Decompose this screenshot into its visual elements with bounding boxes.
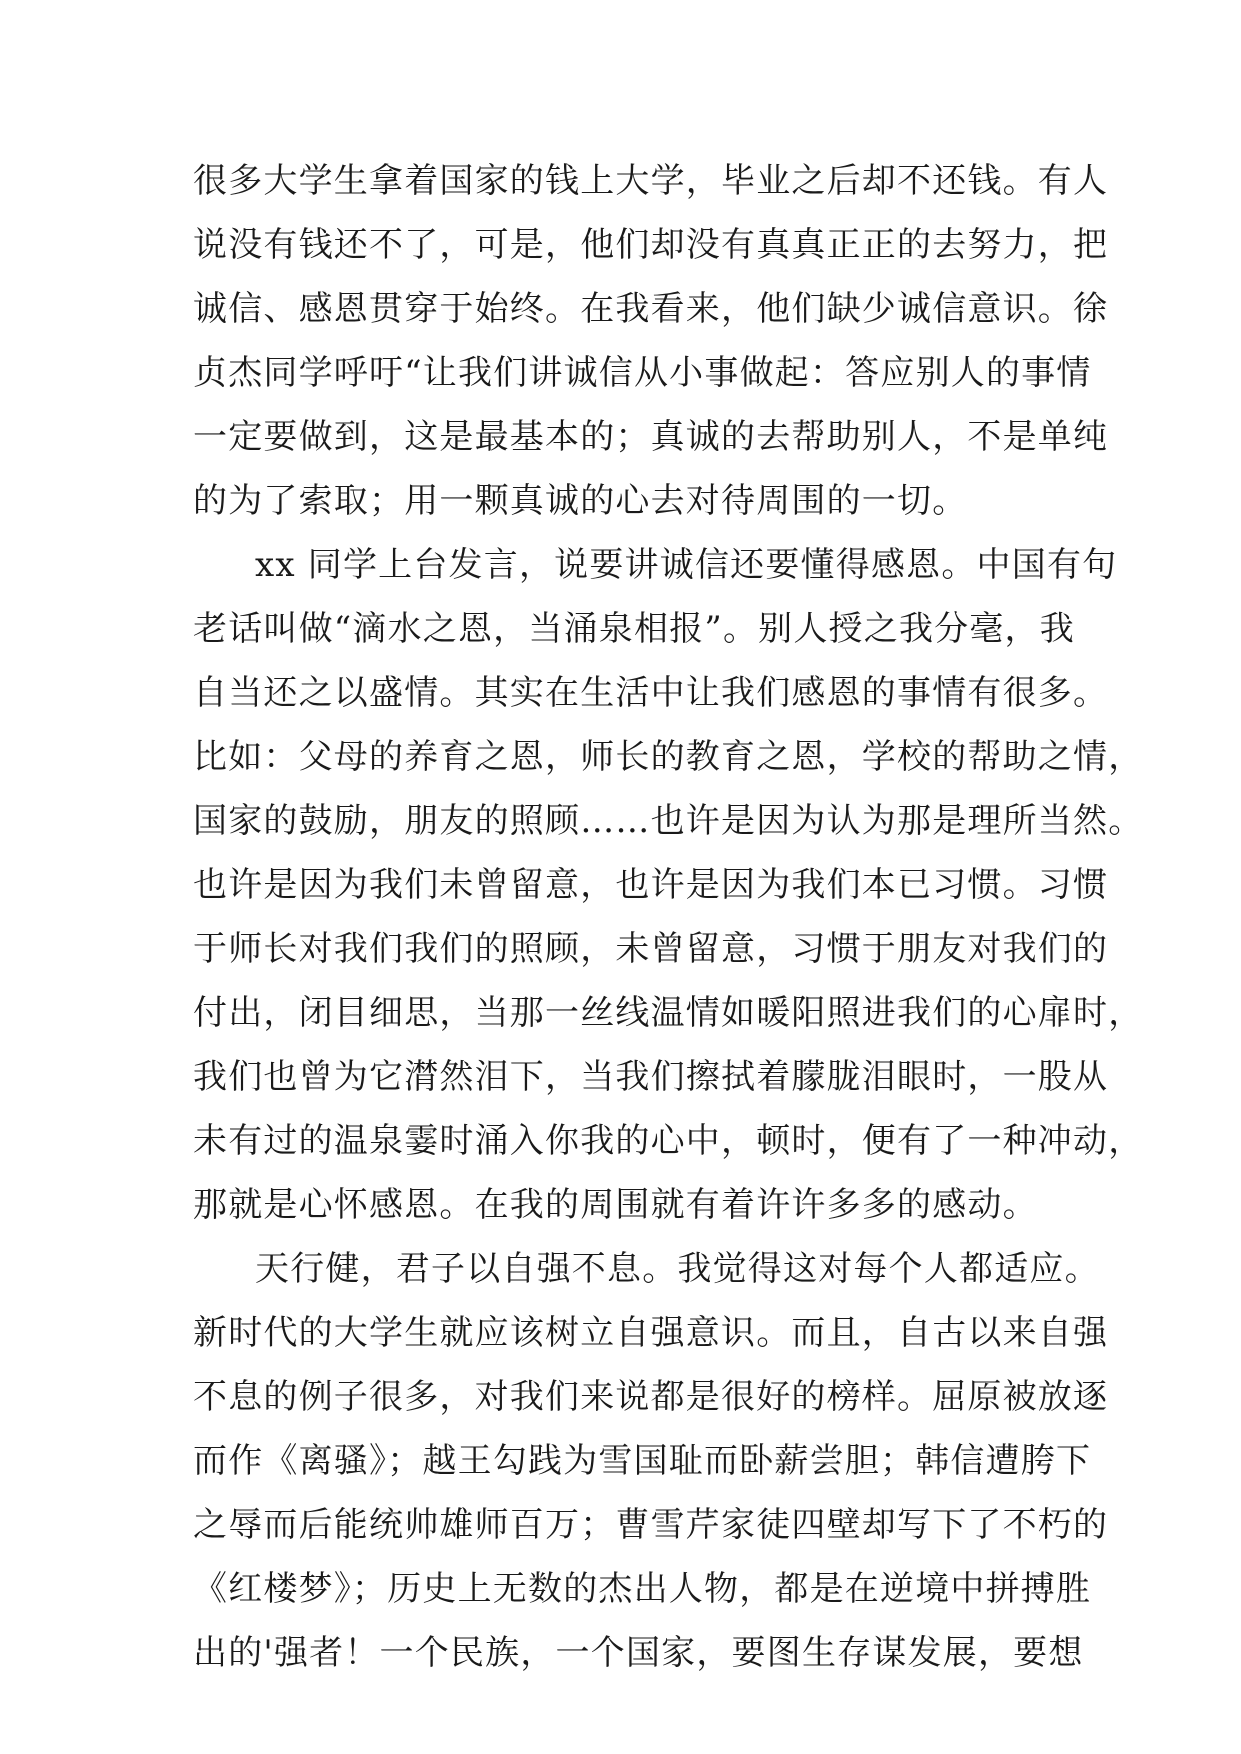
text-line: 说没有钱还不了，可是，他们却没有真真正正的去努力，把 bbox=[193, 225, 1109, 265]
body-text bbox=[193, 149, 1144, 1685]
text-line: 自当还之以盛情。其实在生活中让我们感恩的事情有很多。 bbox=[193, 673, 1109, 713]
text-line: 新时代的大学生就应该树立自强意识。而且，自古以来自强 bbox=[193, 1313, 1109, 1353]
text-line: 之辱而后能统帅雄师百万；曹雪芹家徒四壁却写下了不朽的 bbox=[193, 1505, 1109, 1545]
text-line: 一定要做到，这是最基本的；真诚的去帮助别人，不是单纯 bbox=[193, 417, 1109, 457]
text-line: 比如：父母的养育之恩，师长的教育之恩，学校的帮助之情， bbox=[193, 737, 1144, 777]
paragraph-first-line: xx 同学上台发言，说要讲诚信还要懂得感恩。中国有句 bbox=[255, 545, 1118, 585]
paragraph-first-line: 天行健，君子以自强不息。我觉得这对每个人都适应。 bbox=[255, 1249, 1100, 1289]
text-line: 很多大学生拿着国家的钱上大学，毕业之后却不还钱。有人 bbox=[193, 161, 1109, 201]
text-line: 而作《离骚》；越王勾践为雪国耻而卧薪尝胆；韩信遭胯下 bbox=[193, 1441, 1092, 1481]
text-line: 老话叫做“滴水之恩，当涌泉相报”。别人授之我分毫，我 bbox=[193, 609, 1075, 649]
text-line: 那就是心怀感恩。在我的周围就有着许许多多的感动。 bbox=[193, 1185, 1038, 1225]
text-line: 付出，闭目细思，当那一丝线温情如暖阳照进我们的心扉时， bbox=[193, 993, 1144, 1033]
text-line: 也许是因为我们未曾留意，也许是因为我们本已习惯。习惯 bbox=[193, 865, 1109, 905]
text-line: 我们也曾为它潸然泪下，当我们擦拭着朦胧泪眼时，一股从 bbox=[193, 1057, 1109, 1097]
text-line: 《红楼梦》；历史上无数的杰出人物，都是在逆境中拼搏胜 bbox=[193, 1569, 1092, 1609]
text-line: 出的'强者！一个民族，一个国家，要图生存谋发展，要想 bbox=[193, 1633, 1084, 1673]
text-line: 不息的例子很多，对我们来说都是很好的榜样。屈原被放逐 bbox=[193, 1377, 1109, 1417]
text-line: 国家的鼓励，朋友的照顾……也许是因为认为那是理所当然。 bbox=[193, 801, 1144, 841]
text-line: 的为了索取；用一颗真诚的心去对待周围的一切。 bbox=[193, 481, 968, 521]
text-line: 于师长对我们我们的照顾，未曾留意，习惯于朋友对我们的 bbox=[193, 929, 1109, 969]
text-line: 诚信、感恩贯穿于始终。在我看来，他们缺少诚信意识。徐 bbox=[193, 289, 1109, 329]
text-line: 贞杰同学呼吁“让我们讲诚信从小事做起：答应别人的事情 bbox=[193, 353, 1092, 393]
text-line: 未有过的温泉霎时涌入你我的心中，顿时，便有了一种冲动， bbox=[193, 1121, 1144, 1161]
